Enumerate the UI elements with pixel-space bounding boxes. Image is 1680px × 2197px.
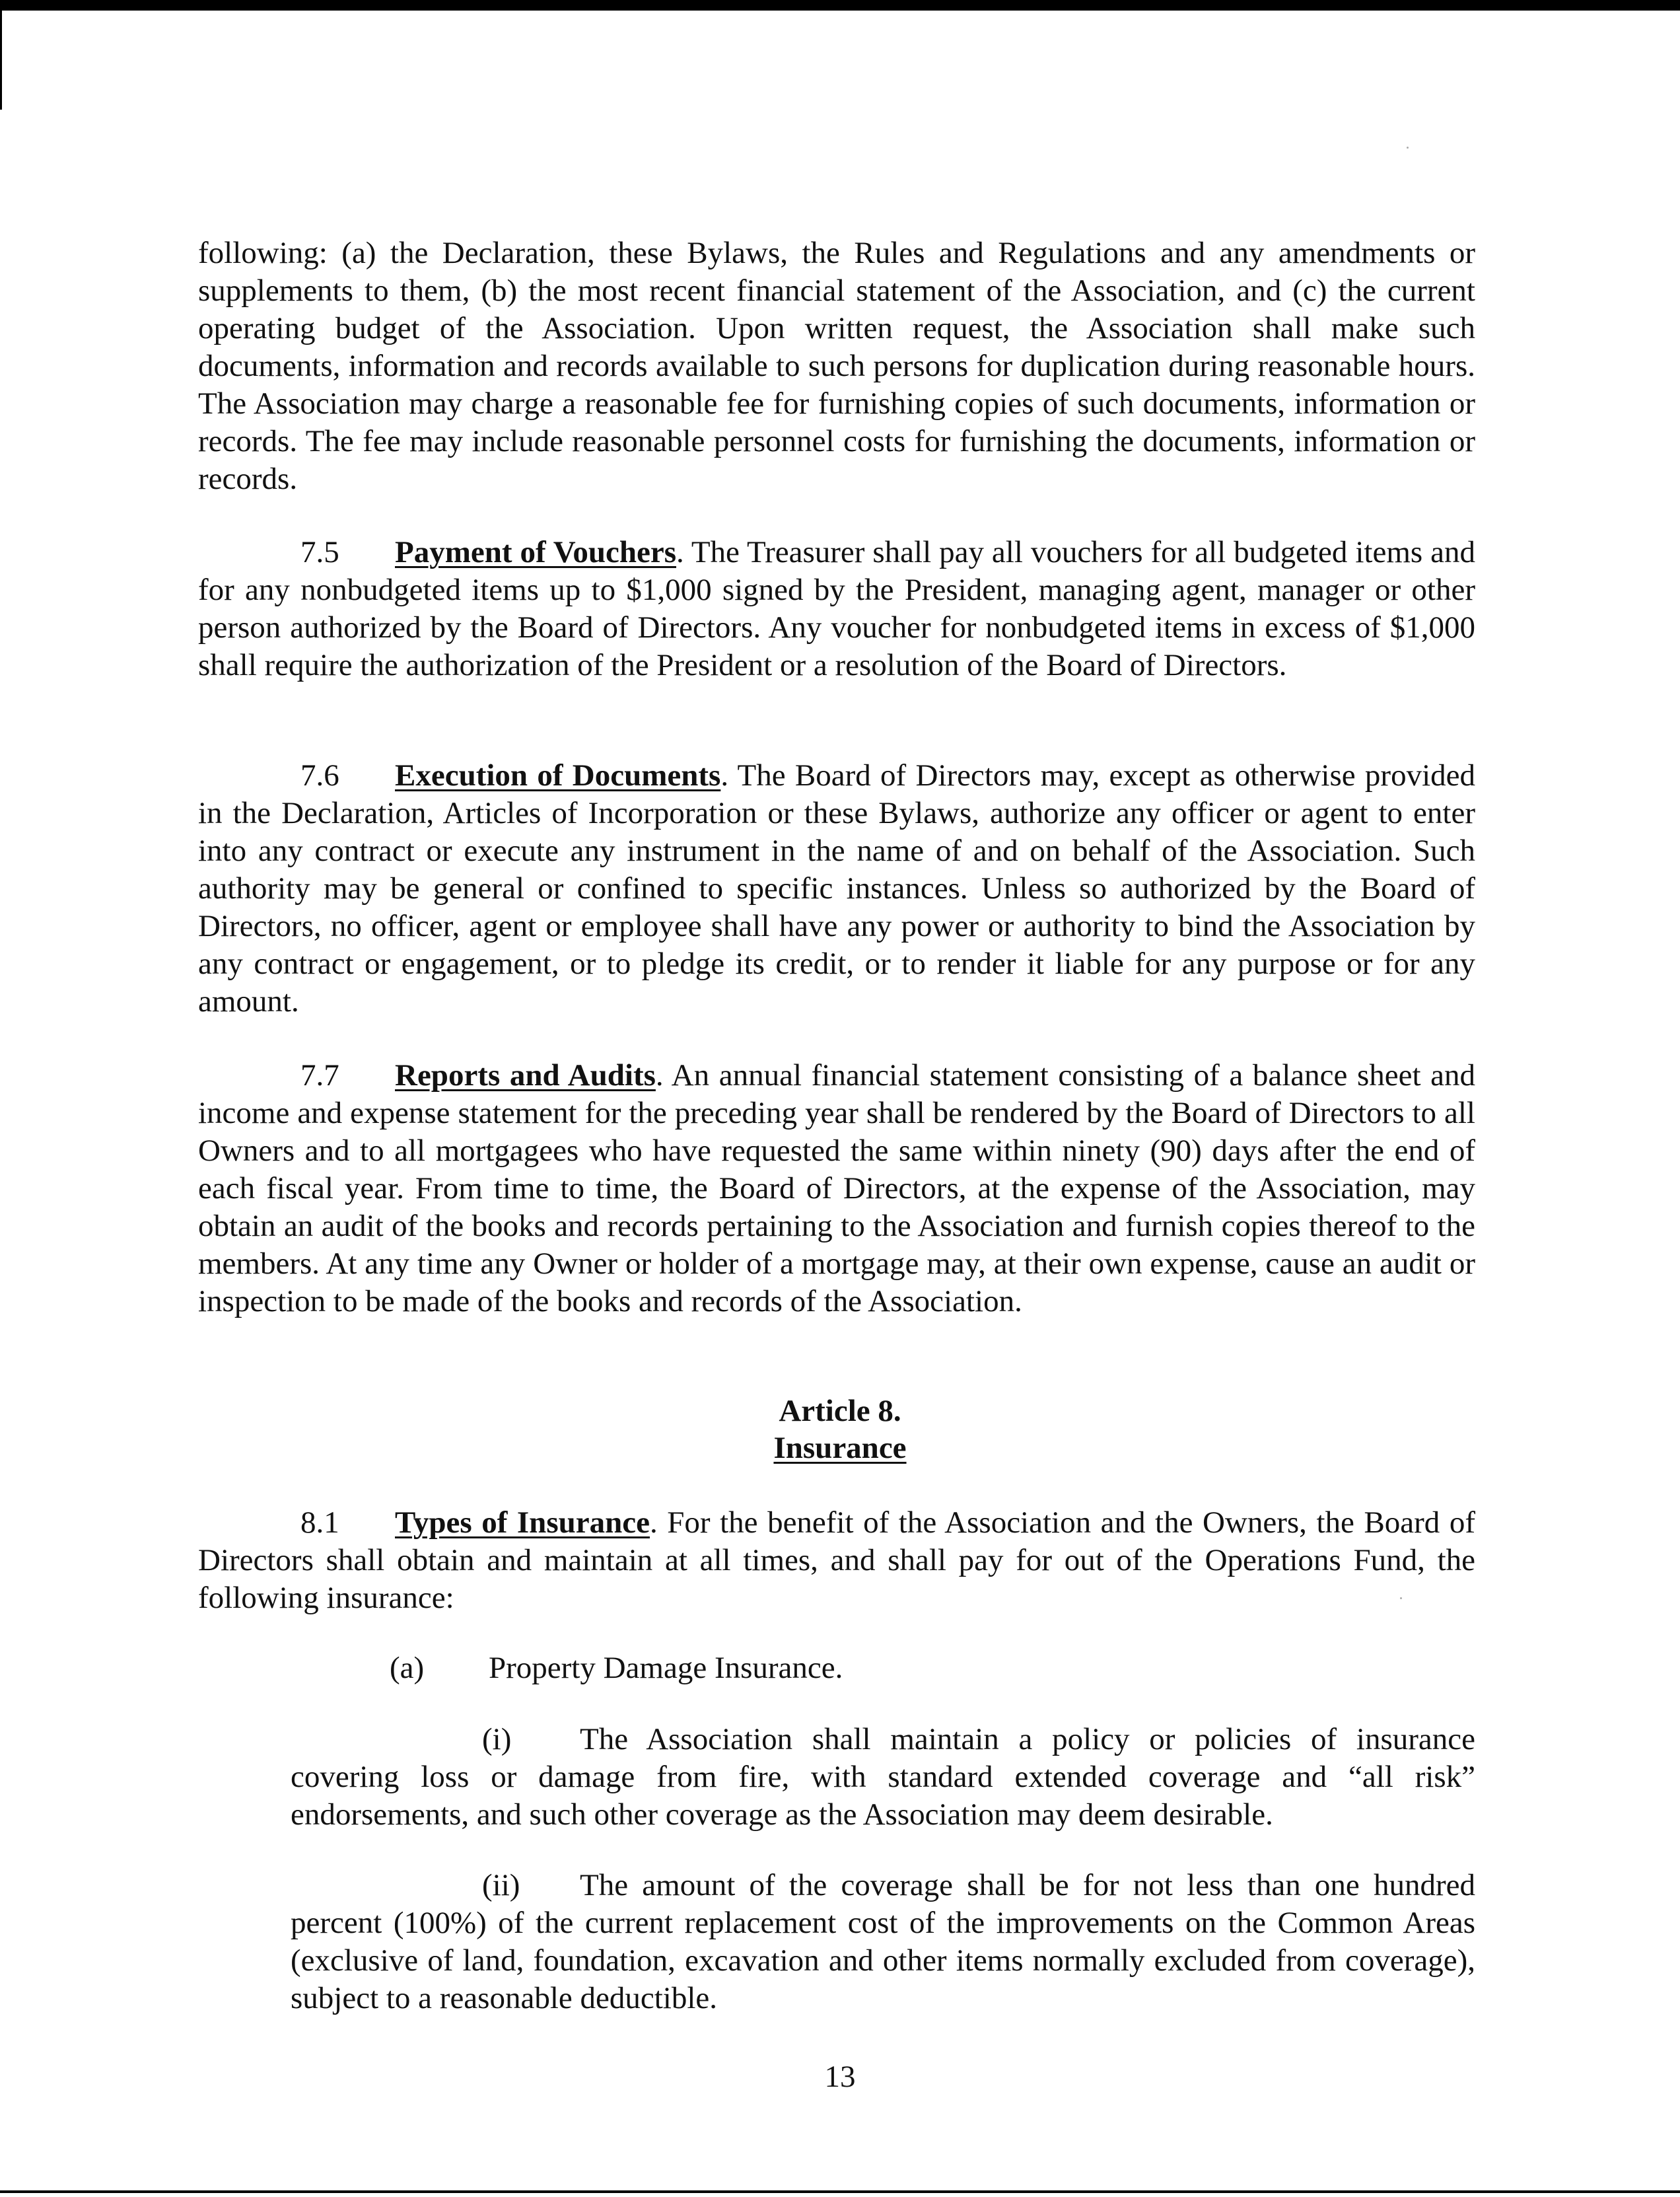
subsection-number: (ii) [482,1868,520,1902]
section-number: 7.7 [300,1058,339,1093]
section-text: . For the benefit of the Association and the Owners, the Board of Directors shall obtain and maintain at all times, and shall pay for out of the Operations Fund, the following insurance: [198,1505,1475,1615]
section-heading: Payment of Vouchers [395,535,676,569]
subsection-text: The amount of the coverage shall be for not less than one hundred percent (100%) of the current replacement cost of the improvements on the Common Areas (exclusive of land, foundation, excavation and other items normally excluded from coverage), subject to a reasonable deductible. [291,1868,1475,2015]
article-subtitle-text: Insurance [773,1431,907,1465]
section-text: . An annual financial statement consisting of a balance sheet and income and expense statement for the preceding year shall be rendered by the Board of Directors to all Owners and to all mortgagees who have requested the same within ninety (90) days after the end of each fiscal year. From time to time, the Board of Directors, at the expense of the Association, may obtain an audit of the books and records pertaining to the Association and furnish copies thereof to the members. At any time any Owner or holder of a mortgage may, at their own expense, cause an audit or inspection to be made of the books and records of the Association. [198,1058,1476,1318]
section-7-6 [198,757,1475,1021]
section-number: 7.6 [300,758,339,793]
subsection-i [291,1721,1475,1834]
article-subtitle [0,1429,1680,1467]
article-title: Article 8. [779,1394,901,1428]
page-number: 13 [824,2060,856,2094]
continuation-paragraph: following: (a) the Declaration, these Bylaws, the Rules and Regulations and any amendments or supplements to them, (b) the most recent financial statement of the Association, and (c) the current operating budget of the Association. Upon written request, the Association shall make such documents, information and records available to such persons for duplication during reasonable hours. The Association may charge a reasonable fee for furnishing copies of such documents, information or records. The fee may include reasonable personnel costs for furnishing the documents, information or records. [198,236,1475,496]
section-heading: Execution of Documents [395,758,721,793]
item-letter: (a) [390,1651,425,1685]
section-text: . The Board of Directors may, except as otherwise provided in the Declaration, Articles of Incorporation or these Bylaws, authorize any officer or agent to enter into any contract or execute any instrument in the name of and on behalf of the Association. Such authority may be general or confined to specific instances. Unless so authorized by the Board of Directors, no officer, agent or employee shall have any power or authority to bind the Association by any contract or engagement, or to pledge its credit, or to render it liable for any purpose or for any amount. [198,758,1475,1019]
item-a [390,1649,843,1687]
subsection-number: (i) [482,1722,512,1756]
section-7-5 [198,534,1475,684]
subsection-ii [291,1867,1475,2017]
subsection-text: The Association shall maintain a policy or policies of insurance covering loss or damage from fire, with standard extended coverage and “all risk” endorsements, and such other coverage as the Association may deem desirable. [291,1722,1475,1832]
section-text: . The Treasurer shall pay all vouchers for all budgeted items and for any nonbudgeted items up to $1,000 signed by the President, managing agent, manager or other person authorized by the Board of Directors. Any voucher for nonbudgeted items in excess of $1,000 shall require the authorization of the President or a resolution of the Board of Directors. [198,535,1475,682]
section-8-1 [198,1504,1475,1617]
section-number: 8.1 [300,1505,339,1540]
item-text: Property Damage Insurance. [489,1651,843,1685]
section-heading: Reports and Audits [395,1058,656,1093]
section-7-7 [198,1057,1475,1320]
section-number: 7.5 [300,535,339,569]
section-heading: Types of Insurance [395,1505,650,1540]
